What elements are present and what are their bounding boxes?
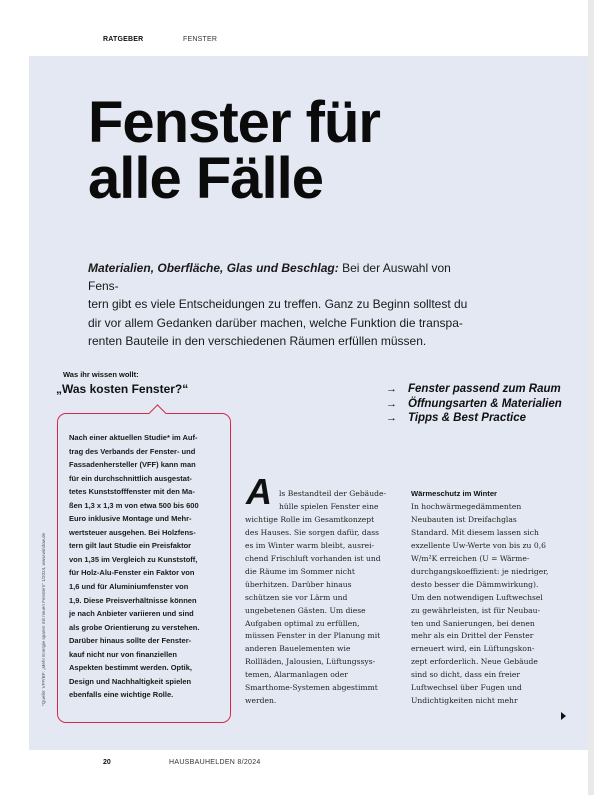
lead-line: renten Bauteile in den verschiedenen Räumen erfüllen müssen. (88, 333, 427, 348)
header-section: FENSTER (183, 36, 218, 43)
article-column-1 (245, 488, 393, 708)
body-line: Standard. Mit diesem lassen sich (411, 527, 539, 537)
body-line: überhitzen. Darüber hinaus (245, 579, 352, 589)
body-line: Luftwechsel über Fugen und (411, 683, 522, 693)
topic-label: Fenster passend zum Raum (408, 383, 561, 396)
page-title (88, 90, 380, 211)
body-line: In hochwärmegedämmenten (411, 501, 522, 511)
running-header (103, 36, 218, 43)
body-line: erneuert wird, ein Lüftungskon- (411, 644, 535, 654)
body-line: exzellente Uw-Werte von bis zu 0,6 (411, 540, 546, 550)
body-line: wichtige Rolle im Gesamtkonzept (245, 514, 375, 524)
topic-list (386, 382, 562, 426)
topic-label: Tipps & Best Practice (408, 412, 527, 425)
lead-kicker: Materialien, Oberfläche, Glas und Beschlag: (88, 261, 339, 275)
infobox-line: trag des Verbands der Fenster- und (69, 446, 196, 456)
infobox-line: tetes Kunststofffenster mit den Ma- (69, 487, 195, 497)
page-edge (588, 0, 594, 795)
body-line: schützen sie vor Lärm und (245, 592, 348, 602)
lead-line: tern gibt es viele Entscheidungen zu treffen. Ganz zu Beginn solltest du (88, 297, 468, 312)
body-line: anderen Bauelementen wie (245, 644, 351, 654)
body-line: Smarthome-Systemen abgestimmt (245, 683, 378, 693)
title-line-2: alle Fälle (88, 146, 324, 211)
body-line: ungebetenen Gästen. Um diese (245, 605, 366, 615)
lead-paragraph (88, 259, 483, 350)
lead-line: dir vor allem Gedanken darüber machen, welche Funktion die transpa- (88, 315, 463, 330)
article-column-2 (411, 488, 577, 708)
body-line: Rollläden, Jalousien, Lüftungssys- (245, 657, 376, 667)
continue-arrow-icon (561, 712, 566, 720)
body-line: müssen Fenster in der Planung mit (245, 631, 381, 641)
body-line: des Hauses. Sie sorgen dafür, dass (245, 527, 380, 537)
infobox-text (69, 431, 225, 702)
body-line: werden. (245, 696, 277, 706)
infobox-line: ßen 1,3 x 1,3 m von etwa 500 bis 600 (69, 500, 199, 510)
topic-item (386, 411, 562, 426)
topic-item (386, 382, 562, 397)
infobox-line: Euro inklusive Montage und Mehr- (69, 514, 192, 524)
infobox-line: Aspekten bestimmt werden. Optik, (69, 663, 192, 673)
topic-item (386, 397, 562, 412)
body-line: mehr als ein Drittel der Fenster (411, 631, 534, 641)
body-line: Aufgaben optimal zu erfüllen, (245, 618, 360, 628)
body-line: desto besser die Dämmwirkung). (411, 579, 539, 589)
arrow-right-icon: → (386, 412, 397, 425)
drop-cap: A (246, 471, 272, 512)
body-line: zept erforderlich. Neue Gebäude (411, 657, 538, 667)
body-line: ls Bestandteil der Gebäude- (279, 489, 387, 498)
body-line: Undichtigkeiten nicht mehr (411, 696, 518, 706)
page-number: 20 (103, 759, 111, 766)
infobox-line: für Holz-Alu-Fenster ein Faktor von (69, 568, 195, 578)
infobox-line: Nach einer aktuellen Studie* im Auf- (69, 433, 198, 442)
source-note: *Quelle: VFF/BF: „Mehr Energie sparen mit neuen Fenstern“ 1/2024, www.window.de (41, 532, 46, 706)
infobox-line: Design und Nachhaltigkeit spielen (69, 676, 192, 686)
body-line: Um den notwendigen Luftwechsel (411, 592, 543, 602)
body-line: W/m²K erreichen (U = Wärme- (411, 553, 530, 563)
infobox-line: von 1,35 im Vergleich zu Kunststoff, (69, 554, 198, 564)
infobox-line: 1,6 und für Aluminiumfenster von (69, 582, 189, 592)
body-line: zu gewährleisten, ist für Neubau- (411, 605, 541, 615)
title-line-1: Fenster für (88, 90, 380, 155)
infobox-line: kauf nicht nur von finanziellen (69, 649, 177, 659)
page-footer (103, 759, 261, 766)
body-line: Neubauten ist Dreifachglas (411, 514, 517, 524)
arrow-right-icon: → (386, 397, 397, 410)
infobox-line: wertsteuer ausgehen. Bei Holzfens- (69, 527, 196, 537)
infobox-line: je nach Anbieter variieren und sind (69, 609, 194, 619)
infobox-line: Darüber hinaus sollte der Fenster- (69, 636, 192, 646)
body-line: es im Winter warm bleibt, ausrei- (245, 540, 375, 550)
infobox-line: als grobe Orientierung zu verstehen. (69, 622, 200, 632)
header-category: RATGEBER (103, 36, 144, 43)
body-line: hülle spielen Fenster eine (279, 501, 379, 511)
lead-line: Bei der Auswahl von Fens- (88, 261, 451, 294)
magazine-issue: HAUSBAUHELDEN 8/2024 (169, 759, 261, 766)
arrow-right-icon: → (386, 383, 397, 396)
body-line: durchgangskoeffizient: je niedriger, (411, 566, 549, 576)
infobox-line: ebenfalls eine wichtige Rolle. (69, 690, 174, 700)
body-line: chend Frischluft vorhanden ist und (245, 553, 381, 563)
infobox-kicker: Was ihr wissen wollt: (63, 370, 139, 379)
infobox-line: für ein durchschnittlich ausgestat- (69, 473, 192, 483)
body-line: die Räume im Sommer nicht (245, 566, 355, 576)
body-line: temen, Alarmanlagen oder (245, 670, 348, 680)
infobox-line: tern gilt laut Studie ein Preisfaktor (69, 541, 192, 551)
infobox-line: Fassadenhersteller (VFF) kann man (69, 460, 196, 470)
body-line: sind so dicht, dass ein freier (411, 670, 520, 680)
body-line: ten und Sanierungen, bei denen (411, 618, 535, 628)
section-heading: Wärmeschutz im Winter (411, 489, 498, 498)
infobox-line: 1,9. Diese Preisverhältnisse können (69, 595, 197, 605)
infobox-title: „Was kosten Fenster?“ (56, 382, 189, 396)
topic-label: Öffnungsarten & Materialien (408, 397, 562, 410)
